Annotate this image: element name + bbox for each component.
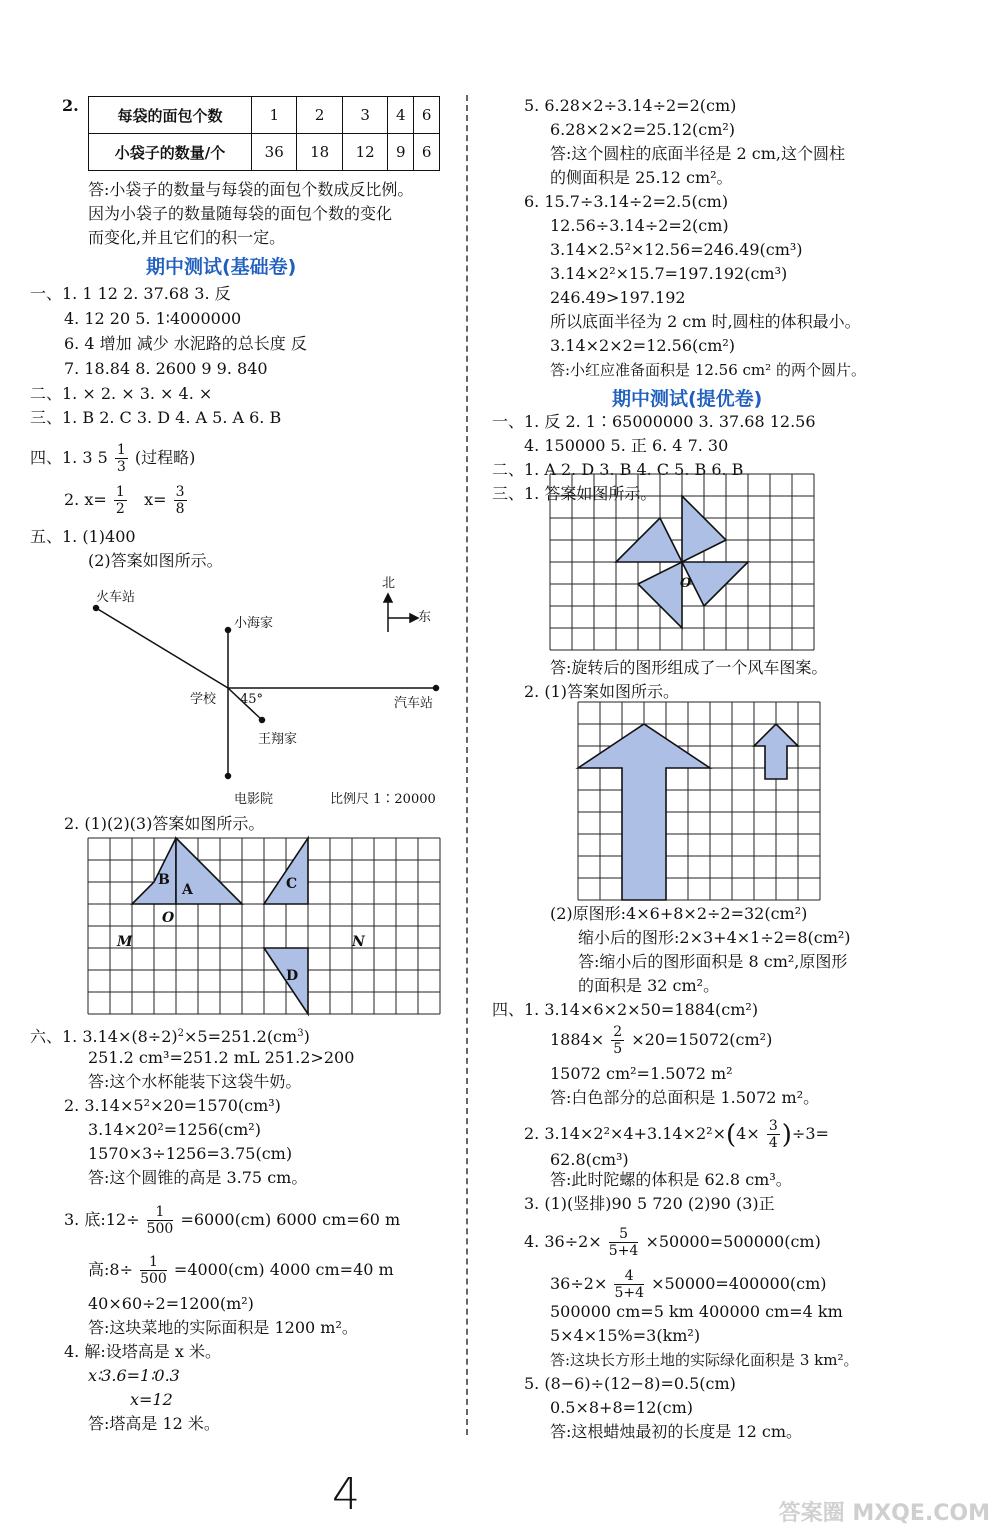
answer-line: 12.56÷3.14÷2=2(cm) (550, 216, 729, 235)
table-cell: 1 (252, 97, 297, 134)
answer-line: 5×4×15%=3(km²) (550, 1326, 701, 1345)
fraction: $\frac{2}{5}$ (613, 1024, 623, 1057)
map-label-train: 火车站 (96, 590, 136, 605)
answer-line: 246.49>197.192 (550, 288, 686, 307)
answer-line: 答:此时陀螺的体积是 62.8 cm³。 (550, 1170, 792, 1189)
answer-line: 3.14×2.5²×12.56=246.49(cm³) (550, 240, 803, 259)
map-label-school: 学校 (190, 692, 217, 707)
answer-line: 3. 底:12÷ $\frac{1}{500}$ =6000(cm) 6000 cm=60 m (64, 1204, 401, 1237)
answer-line (30, 442, 195, 475)
answer-line: 251.2 cm³=251.2 mL 251.2>200 (88, 1048, 355, 1067)
answer-line: 4. 解:设塔高是 x 米。 (64, 1342, 221, 1361)
answer-line: 五、1. (1)400 (30, 527, 136, 546)
answer-line: 三、1. 答案如图所示。 (492, 484, 657, 503)
map-label-xiaohai: 小海家 (234, 616, 274, 631)
answer-line: 2. 3.14×5²×20=1570(cm³) (64, 1096, 281, 1115)
answer-line: 1884× $\frac{2}{5}$ ×20=15072(cm²) (550, 1024, 773, 1057)
answer-line: 的面积是 32 cm²。 (578, 976, 720, 995)
fraction: $\frac{1}{3}$ (116, 442, 126, 475)
answer-line: 答:缩小后的图形面积是 8 cm²,原图形 (578, 952, 848, 971)
table-cell: 2 (297, 97, 342, 134)
answer-line: 一、1. 反 2. 1∶65000000 3. 37.68 12.56 (492, 412, 816, 431)
table-cell: 18 (297, 134, 342, 171)
fraction: $\frac{5}{5+4}$ (608, 1226, 639, 1259)
answer-line: 36÷2× $\frac{4}{5+4}$ ×50000=400000(cm) (550, 1268, 827, 1301)
table-row-label: 小袋子的数量/个 (89, 134, 252, 171)
answer-line: 答:这块长方形土地的实际绿化面积是 3 km²。 (550, 1351, 859, 1369)
answer-line: 5. (8−6)÷(12−8)=0.5(cm) (524, 1374, 736, 1393)
answer-line: 4. 150000 5. 正 6. 4 7. 30 (524, 436, 729, 455)
map-label-angle: 45° (240, 692, 264, 707)
windmill-grid (550, 474, 810, 650)
table-cell: 4 (388, 97, 414, 134)
answer-line: 2. (1)(2)(3)答案如图所示。 (64, 814, 265, 833)
answer-text: (过程略) (134, 448, 196, 467)
shape-label-c: C (286, 876, 298, 892)
answer-line: 答:小红应准备面积是 12.56 cm² 的两个圆片。 (550, 361, 866, 379)
answer-line: (2)答案如图所示。 (88, 551, 223, 570)
answer-line: 3.14×2²×15.7=197.192(cm³) (550, 264, 788, 283)
direction-map (0, 570, 440, 810)
shape-label-m: M (117, 934, 133, 950)
map-label-cinema: 电影院 (234, 792, 274, 807)
map-label-north: 北 (382, 576, 396, 591)
shape-label-b: B (158, 872, 170, 888)
answer-line: x=12 (130, 1390, 173, 1409)
arrow-grid (578, 702, 824, 898)
q2-number: 2. (62, 96, 79, 115)
answer-line: 答:旋转后的图形组成了一个风车图案。 (550, 658, 828, 677)
answer-line: 3. (1)(竖排)90 5 720 (2)90 (3)正 (524, 1194, 775, 1213)
answer-line: 2. x= $\frac{1}{2}$ x= $\frac{3}{8}$ (64, 484, 185, 517)
answer-line: 答:这个水杯能装下这袋牛奶。 (88, 1072, 302, 1091)
table-row-label: 每袋的面包个数 (89, 97, 252, 134)
answer-line: (2)原图形:4×6+8×2÷2=32(cm²) (550, 904, 808, 923)
answer-line: 三、1. B 2. C 3. D 4. A 5. A 6. B (30, 408, 282, 427)
answer-line: 答:这个圆锥的高是 3.75 cm。 (88, 1168, 308, 1187)
section-title-advanced: 期中测试(提优卷) (612, 388, 763, 410)
answer-text: 四、1. 3 5 (30, 448, 108, 467)
answer-line: 4. 12 20 5. 1∶4000000 (64, 309, 242, 328)
table-cell: 3 (342, 97, 387, 134)
answer-line: 缩小后的图形:2×3+4×1÷2=8(cm²) (578, 928, 851, 947)
answer-line: 答:白色部分的总面积是 1.5072 m²。 (550, 1088, 820, 1107)
page-number: 4 (332, 1469, 360, 1520)
answer-line: 的侧面积是 25.12 cm²。 (550, 168, 733, 187)
fraction: $\frac{1}{500}$ (146, 1204, 174, 1237)
answer-line: 15072 cm²=1.5072 m² (550, 1064, 733, 1083)
answer-line: 6. 15.7÷3.14÷2=2.5(cm) (524, 192, 729, 211)
answer-line: 二、1. × 2. × 3. × 4. × (30, 384, 213, 403)
answer-text: 答:小袋子的数量与每袋的面包个数成反比例。 (88, 180, 414, 199)
answer-line: 1570×3÷1256=3.75(cm) (88, 1144, 293, 1163)
answer-line: 答:这个圆柱的底面半径是 2 cm,这个圆柱 (550, 144, 845, 163)
section-title-basic: 期中测试(基础卷) (146, 256, 297, 278)
answer-text: 而变化,并且它们的积一定。 (88, 228, 286, 247)
answer-text: 因为小袋子的数量随每袋的面包个数的变化 (88, 204, 393, 223)
grid-origin-o: O (680, 576, 692, 591)
answer-line: 7. 18.84 8. 2600 9 9. 840 (64, 359, 268, 378)
fraction: $\frac{1}{2}$ (115, 484, 125, 517)
table-cell: 9 (388, 134, 414, 171)
bread-table (88, 96, 440, 171)
answer-line: 六、1. $3.14\times(8\div 2)^2\times 5=251.2(cm^3)$ (30, 1027, 310, 1046)
table-cell: 36 (252, 134, 297, 171)
shape-label-n: N (352, 934, 365, 950)
fraction: $\frac{3}{4}$ (768, 1118, 778, 1151)
map-label-east: 东 (418, 610, 432, 625)
shape-label-d: D (286, 968, 299, 984)
arrow-reduced (754, 724, 798, 779)
answer-line: 答:这根蜡烛最初的长度是 12 cm。 (550, 1422, 803, 1441)
answer-line: 3.14×20²=1256(cm²) (88, 1120, 261, 1139)
answer-line: 2. 3.14×2²×4+3.14×2²×(4× $\frac{3}{4}$ )÷3= (524, 1118, 829, 1151)
answer-line: 高:8÷ $\frac{1}{500}$ =4000(cm) 4000 cm=40 m (88, 1254, 394, 1287)
map-label-wang: 王翔家 (258, 732, 298, 747)
transform-grid-left (88, 838, 438, 1014)
answer-line: 500000 cm=5 km 400000 cm=4 km (550, 1302, 843, 1321)
answer-line: 3.14×2×2=12.56(cm²) (550, 336, 736, 355)
map-scale: 比例尺 1∶20000 (330, 792, 436, 807)
table-cell: 12 (342, 134, 387, 171)
map-label-bus: 汽车站 (394, 696, 434, 711)
watermark: 答案圈 MXQE.COM (778, 1501, 990, 1526)
answer-line: 62.8(cm³) (550, 1150, 629, 1169)
answer-line: 2. (1)答案如图所示。 (524, 682, 680, 701)
answer-line: 答:这块菜地的实际面积是 1200 m²。 (88, 1318, 358, 1337)
column-divider (466, 95, 468, 1435)
answer-line: 四、1. 3.14×6×2×50=1884(cm²) (492, 1000, 759, 1019)
fraction: $\frac{4}{5+4}$ (614, 1268, 644, 1301)
answer-line: x∶3.6=1∶0.3 (88, 1366, 180, 1385)
shape-label-o: O (162, 910, 175, 926)
answer-line: 5. 6.28×2÷3.14÷2=2(cm) (524, 96, 737, 115)
answer-line: 6. 4 增加 减少 水泥路的总长度 反 (64, 334, 307, 353)
answer-line: 答:塔高是 12 米。 (88, 1414, 220, 1433)
answer-line: 所以底面半径为 2 cm 时,圆柱的体积最小。 (550, 312, 861, 331)
answer-line: 一、1. 1 12 2. 37.68 3. 反 (30, 284, 231, 303)
answer-line: 4. 36÷2× $\frac{5}{5+4}$ ×50000=500000(cm) (524, 1226, 821, 1259)
answer-line: 6.28×2×2=25.12(cm²) (550, 120, 736, 139)
shape-label-a: A (182, 882, 193, 898)
answer-line: 40×60÷2=1200(m²) (88, 1294, 254, 1313)
fraction: $\frac{3}{8}$ (175, 484, 185, 517)
answer-line: 二、1. A 2. D 3. B 4. C 5. B 6. B (492, 460, 744, 479)
table-cell: 6 (414, 97, 440, 134)
table-cell: 6 (414, 134, 440, 171)
answer-line: 0.5×8+8=12(cm) (550, 1398, 693, 1417)
fraction: $\frac{1}{500}$ (140, 1254, 167, 1287)
